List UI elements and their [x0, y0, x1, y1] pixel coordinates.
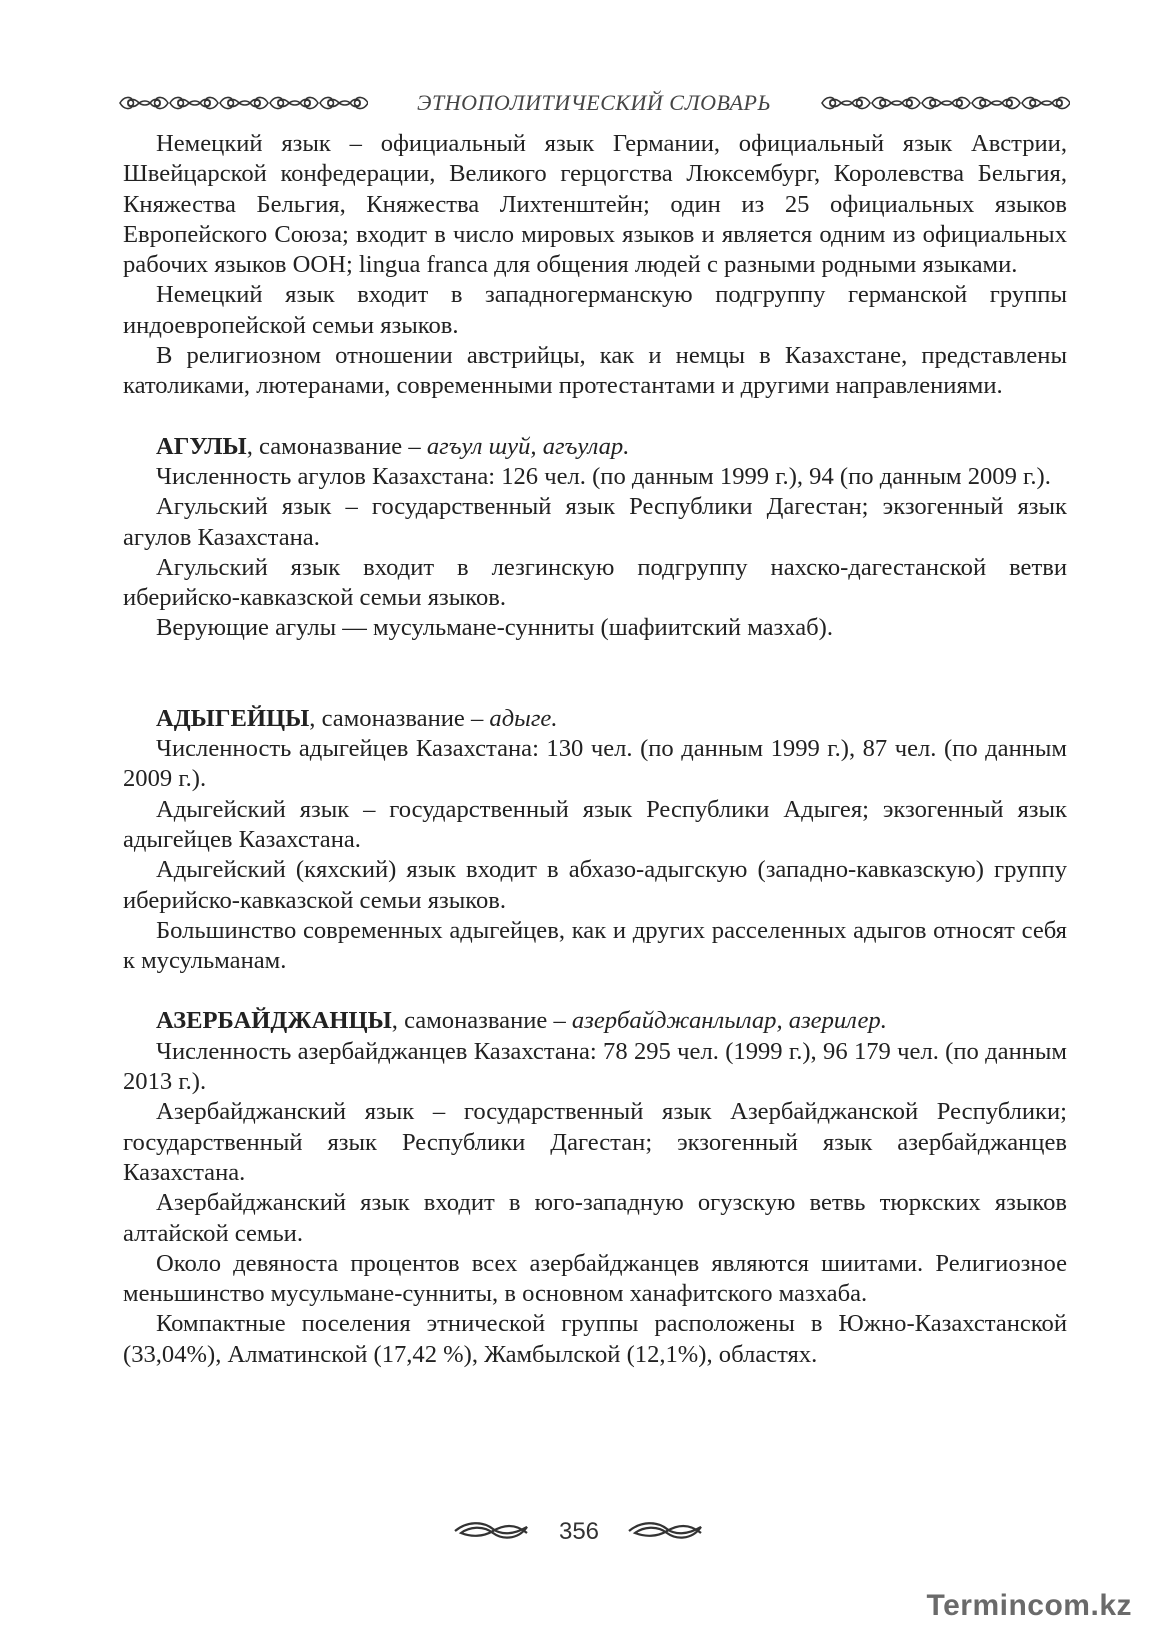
page-number: 356: [558, 1518, 600, 1545]
entry-term: АДЫГЕЙЦЫ: [156, 704, 310, 732]
page-footer: [0, 1512, 1158, 1552]
paragraph: Адыгейский (кяхский) язык входит в абхазо-адыгскую (западно-кавказскую) группу иберийско-кавказской семьи языков.: [123, 856, 1067, 914]
running-title: ЭТНОПОЛИТИЧЕСКИЙ СЛОВАРЬ: [417, 90, 771, 115]
entry-term: АГУЛЫ: [156, 432, 247, 460]
flourish-ornament-icon: [627, 1519, 705, 1545]
paragraph: Немецкий язык – официальный язык Германии, официальный язык Австрии, Швейцарской конфедерации, Великого герцогства Люксембург, Королевства Бельгия, Княжества Бельгия, Княжества Лихтенштейн; один из 25 официальных языков Европейского Союза; входит в число мировых языков и является одним из официальных рабочих языков ООН; lingua franca для общения людей с разными родными языками.: [123, 130, 1067, 279]
paragraph: Немецкий язык входит в западногерманскую подгруппу германской группы индоевропейской семьи языков.: [123, 281, 1067, 339]
entry-separator: , самоназвание –: [391, 1007, 572, 1035]
paragraph: Азербайджанский язык входит в юго-западную огузскую ветвь тюркских языков алтайской семьи.: [123, 1189, 1067, 1247]
paragraph: Около девяноста процентов всех азербайджанцев являются шиитами. Религиозное меньшинство мусульмане-сунниты, в основном ханафитского мазхаба.: [123, 1249, 1067, 1308]
paragraph: Большинство современных адыгейцев, как и других расселенных адыгов относят себя к мусульманам.: [123, 916, 1067, 975]
spacer: [123, 402, 1067, 432]
paragraph: Численность адыгейцев Казахстана: 130 чел. (по данным 1999 г.), 87 чел. (по данным 2009 г.).: [123, 735, 1067, 793]
spacer: [123, 644, 1067, 704]
paragraph: Компактные поселения этнической группы расположены в Южно-Казахстанской (33,04%), Алматинской (17,42 %), Жамбылской (12,1%), областях.: [123, 1310, 1067, 1368]
paragraph: Азербайджанский язык – государственный язык Азербайджанской Республики; государственный язык Республики Дагестан; экзогенный язык азербайджанцев Казахстана.: [123, 1098, 1067, 1186]
entry-native-name: адыге.: [489, 704, 558, 732]
page-header: [118, 86, 1070, 120]
paragraph: Верующие агулы — мусульмане-сунниты (шафиитский мазхаб).: [156, 614, 834, 642]
paragraph: Агульский язык – государственный язык Республики Дагестан; экзогенный язык агулов Казахстана.: [123, 493, 1067, 551]
paragraph: Численность азербайджанцев Казахстана: 78 295 чел. (1999 г.), 96 179 чел. (по данным 2013 г.).: [123, 1037, 1067, 1096]
scroll-ornament-icon: [118, 94, 368, 112]
entry-separator: , самоназвание –: [246, 432, 427, 460]
entry-term: АЗЕРБАЙДЖАНЦЫ: [156, 1007, 392, 1035]
flourish-ornament-icon: [453, 1519, 531, 1545]
site-watermark: Termincom.kz: [926, 1589, 1132, 1622]
paragraph: Численность агулов Казахстана: 126 чел. (по данным 1999 г.), 94 (по данным 2009 г.).: [156, 462, 1051, 490]
paragraph: Адыгейский язык – государственный язык Республики Адыгея; экзогенный язык адыгейцев Казахстана.: [123, 795, 1067, 853]
scroll-ornament-icon: [820, 94, 1070, 112]
paragraph: В религиозном отношении австрийцы, как и немцы в Казахстане, представлены католиками, лютеранами, современными протестантами и другими направлениями.: [123, 342, 1067, 400]
entry-heading: [123, 1006, 1067, 1036]
entry-native-name: азербайджанлылар, азерилер.: [571, 1007, 887, 1035]
entry-heading: [123, 432, 1067, 462]
paragraph: Агульский язык входит в лезгинскую подгруппу нахско-дагестанской ветви иберийско-кавказской семьи языков.: [123, 553, 1067, 612]
page-content: [123, 129, 1067, 1370]
entry-separator: , самоназвание –: [309, 704, 490, 732]
spacer: [123, 976, 1067, 1006]
entry-native-name: агъул шуй, агъулар.: [426, 432, 630, 460]
entry-heading: [123, 704, 1067, 734]
